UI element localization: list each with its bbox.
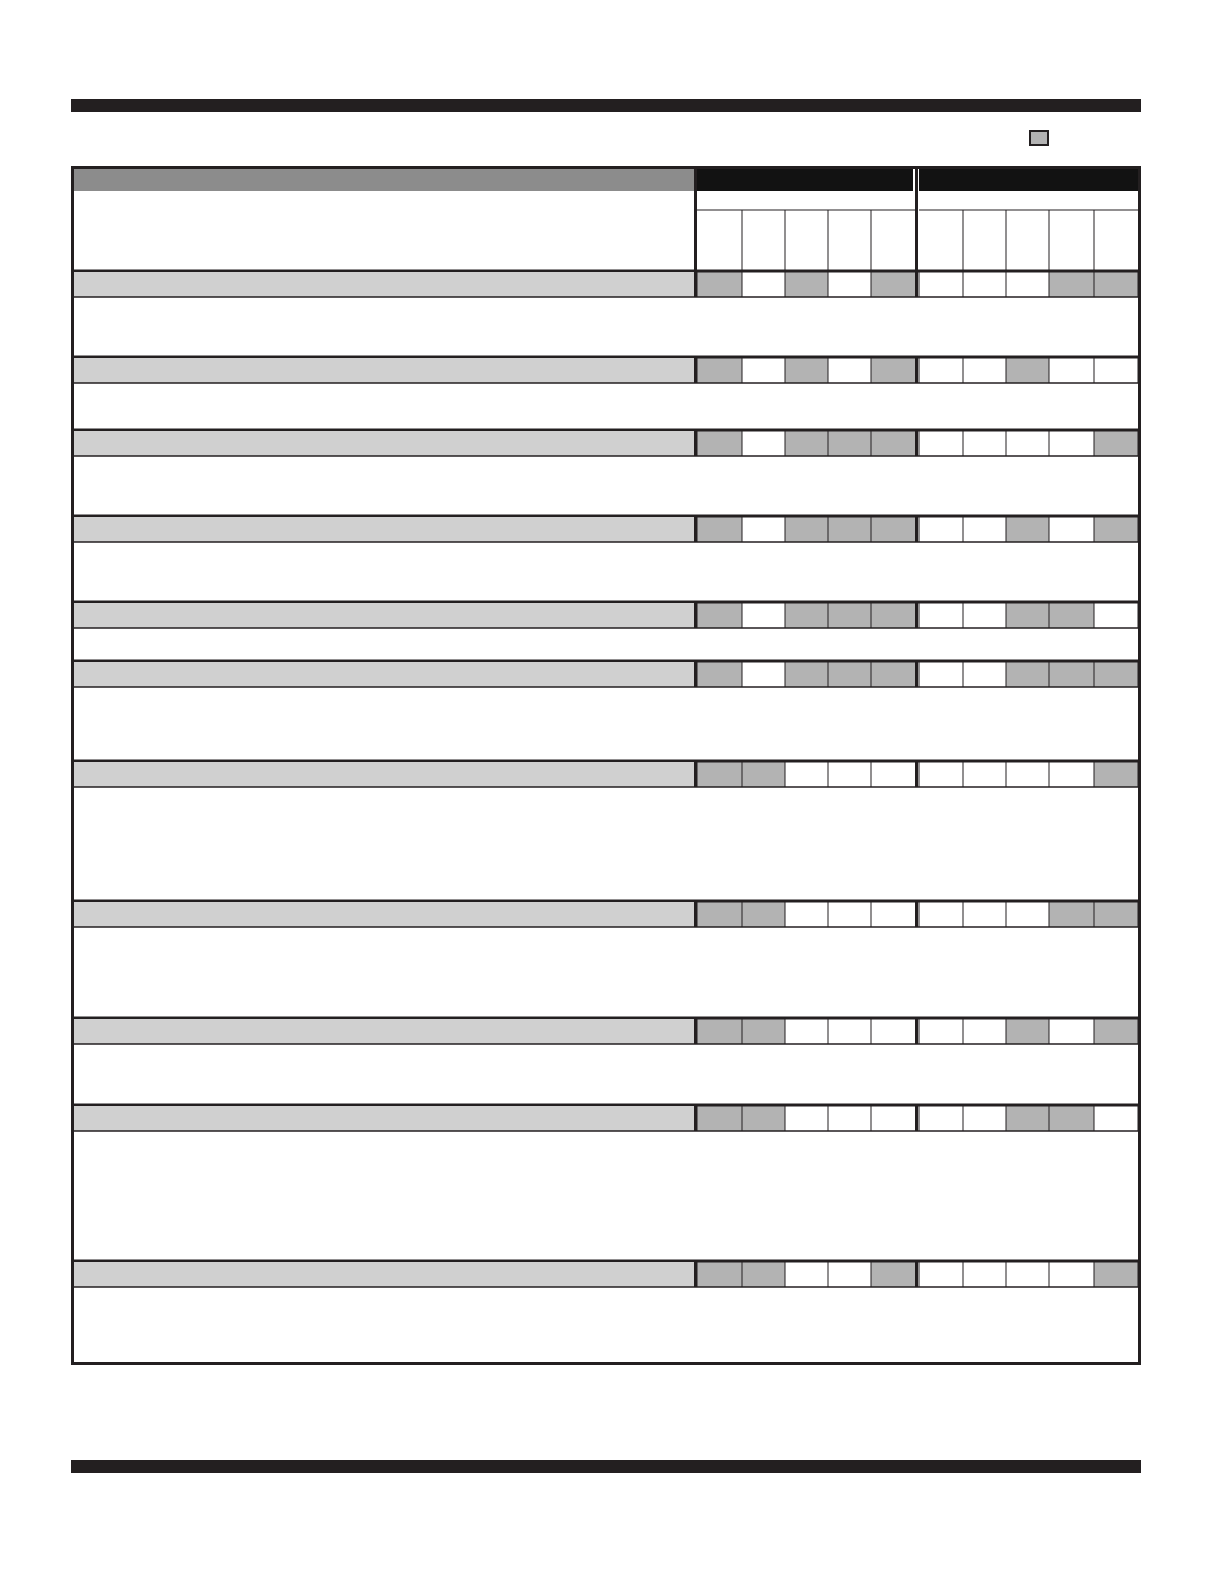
band-divider-a-3 (694, 517, 697, 542)
section-2-cell-9 (1094, 431, 1138, 456)
section-8-cell-5 (919, 1019, 963, 1044)
band-divider-b-7 (915, 902, 918, 927)
section-2-cell-8 (1049, 431, 1094, 456)
section-8-cell-6 (963, 1019, 1006, 1044)
section-10-cell-6 (963, 1262, 1006, 1287)
header-band-label (74, 169, 694, 191)
section-3-cell-5 (919, 517, 963, 542)
section-3-cell-7 (1006, 517, 1049, 542)
section-10-cell-4 (871, 1262, 916, 1287)
section-1-cell-3 (828, 358, 871, 383)
section-9-cell-7 (1006, 1106, 1049, 1131)
section-9-cell-6 (963, 1106, 1006, 1131)
section-9-cell-3 (828, 1106, 871, 1131)
section-7-cell-4 (871, 902, 916, 927)
section-8-cell-1 (742, 1019, 785, 1044)
section-4-cell-6 (963, 603, 1006, 628)
section-10-cell-9 (1094, 1262, 1138, 1287)
section-6-cell-9 (1094, 762, 1138, 787)
section-4-cell-7 (1006, 603, 1049, 628)
section-0-cell-0 (697, 272, 742, 297)
header-band-group-a (697, 169, 913, 191)
section-1-cell-8 (1049, 358, 1094, 383)
section-7-cell-7 (1006, 902, 1049, 927)
section-band-7 (74, 902, 694, 927)
section-2-cell-4 (871, 431, 916, 456)
section-9-cell-5 (919, 1106, 963, 1131)
legend-swatch (1029, 130, 1049, 146)
divider-groupa-groupb (915, 169, 918, 270)
section-1-cell-6 (963, 358, 1006, 383)
section-6-cell-7 (1006, 762, 1049, 787)
section-3-cell-2 (785, 517, 828, 542)
section-8-cell-7 (1006, 1019, 1049, 1044)
section-5-cell-6 (963, 662, 1006, 687)
section-5-cell-5 (919, 662, 963, 687)
band-divider-b-4 (915, 603, 918, 628)
section-band-6 (74, 762, 694, 787)
band-divider-a-4 (694, 603, 697, 628)
section-7-cell-2 (785, 902, 828, 927)
section-0-cell-1 (742, 272, 785, 297)
section-3-cell-0 (697, 517, 742, 542)
section-6-cell-1 (742, 762, 785, 787)
section-4-cell-2 (785, 603, 828, 628)
header-band-group-b (919, 169, 1138, 191)
section-5-cell-2 (785, 662, 828, 687)
band-divider-a-2 (694, 431, 697, 456)
section-5-cell-4 (871, 662, 916, 687)
section-8-cell-4 (871, 1019, 916, 1044)
section-0-cell-7 (1006, 272, 1049, 297)
section-0-cell-2 (785, 272, 828, 297)
section-8-cell-3 (828, 1019, 871, 1044)
section-0-cell-8 (1049, 272, 1094, 297)
band-divider-b-1 (915, 358, 918, 383)
section-4-cell-3 (828, 603, 871, 628)
top-rule (71, 99, 1141, 112)
section-1-cell-5 (919, 358, 963, 383)
section-6-cell-8 (1049, 762, 1094, 787)
section-5-cell-1 (742, 662, 785, 687)
section-9-cell-1 (742, 1106, 785, 1131)
section-7-cell-9 (1094, 902, 1138, 927)
section-4-cell-9 (1094, 603, 1138, 628)
section-0-cell-4 (871, 272, 916, 297)
section-5-cell-3 (828, 662, 871, 687)
section-5-cell-9 (1094, 662, 1138, 687)
section-8-cell-9 (1094, 1019, 1138, 1044)
section-7-cell-8 (1049, 902, 1094, 927)
band-divider-a-6 (694, 762, 697, 787)
section-10-cell-3 (828, 1262, 871, 1287)
band-divider-a-9 (694, 1106, 697, 1131)
section-10-cell-5 (919, 1262, 963, 1287)
section-1-cell-1 (742, 358, 785, 383)
band-divider-b-9 (915, 1106, 918, 1131)
section-10-cell-2 (785, 1262, 828, 1287)
section-2-cell-3 (828, 431, 871, 456)
grid-drawing (74, 169, 1138, 1362)
section-1-cell-9 (1094, 358, 1138, 383)
section-1-cell-0 (697, 358, 742, 383)
band-divider-b-10 (915, 1262, 918, 1287)
section-7-cell-0 (697, 902, 742, 927)
section-band-0 (74, 272, 694, 297)
band-divider-a-1 (694, 358, 697, 383)
section-band-1 (74, 358, 694, 383)
section-6-cell-3 (828, 762, 871, 787)
section-band-10 (74, 1262, 694, 1287)
section-3-cell-1 (742, 517, 785, 542)
section-1-cell-2 (785, 358, 828, 383)
section-6-cell-6 (963, 762, 1006, 787)
band-divider-a-10 (694, 1262, 697, 1287)
section-4-cell-0 (697, 603, 742, 628)
section-2-cell-7 (1006, 431, 1049, 456)
divider-label-groupa (694, 169, 697, 270)
section-7-cell-5 (919, 902, 963, 927)
section-9-cell-0 (697, 1106, 742, 1131)
section-band-5 (74, 662, 694, 687)
section-5-cell-8 (1049, 662, 1094, 687)
band-divider-a-5 (694, 662, 697, 687)
section-6-cell-0 (697, 762, 742, 787)
band-divider-b-3 (915, 517, 918, 542)
section-1-cell-7 (1006, 358, 1049, 383)
section-0-cell-6 (963, 272, 1006, 297)
section-9-cell-2 (785, 1106, 828, 1131)
section-10-cell-7 (1006, 1262, 1049, 1287)
section-band-4 (74, 603, 694, 628)
section-7-cell-1 (742, 902, 785, 927)
section-7-cell-3 (828, 902, 871, 927)
section-band-3 (74, 517, 694, 542)
section-band-2 (74, 431, 694, 456)
section-2-cell-5 (919, 431, 963, 456)
section-10-cell-0 (697, 1262, 742, 1287)
band-divider-b-0 (915, 272, 918, 297)
section-2-cell-6 (963, 431, 1006, 456)
section-8-cell-2 (785, 1019, 828, 1044)
section-5-cell-0 (697, 662, 742, 687)
section-4-cell-8 (1049, 603, 1094, 628)
section-3-cell-3 (828, 517, 871, 542)
section-band-8 (74, 1019, 694, 1044)
section-2-cell-2 (785, 431, 828, 456)
section-6-cell-4 (871, 762, 916, 787)
section-3-cell-4 (871, 517, 916, 542)
band-divider-a-0 (694, 272, 697, 297)
section-3-cell-6 (963, 517, 1006, 542)
section-2-cell-0 (697, 431, 742, 456)
section-5-cell-7 (1006, 662, 1049, 687)
section-7-cell-6 (963, 902, 1006, 927)
section-3-cell-8 (1049, 517, 1094, 542)
band-divider-a-8 (694, 1019, 697, 1044)
section-8-cell-0 (697, 1019, 742, 1044)
band-divider-b-6 (915, 762, 918, 787)
section-0-cell-9 (1094, 272, 1138, 297)
section-4-cell-5 (919, 603, 963, 628)
bottom-rule (71, 1460, 1141, 1473)
band-divider-b-5 (915, 662, 918, 687)
section-0-cell-5 (919, 272, 963, 297)
section-0-cell-3 (828, 272, 871, 297)
section-2-cell-1 (742, 431, 785, 456)
section-4-cell-4 (871, 603, 916, 628)
band-divider-a-7 (694, 902, 697, 927)
section-1-cell-4 (871, 358, 916, 383)
section-10-cell-1 (742, 1262, 785, 1287)
section-10-cell-8 (1049, 1262, 1094, 1287)
section-8-cell-8 (1049, 1019, 1094, 1044)
section-9-cell-4 (871, 1106, 916, 1131)
checklist-grid (71, 166, 1141, 1365)
section-3-cell-9 (1094, 517, 1138, 542)
section-6-cell-5 (919, 762, 963, 787)
band-divider-b-2 (915, 431, 918, 456)
band-divider-b-8 (915, 1019, 918, 1044)
section-6-cell-2 (785, 762, 828, 787)
section-9-cell-9 (1094, 1106, 1138, 1131)
section-band-9 (74, 1106, 694, 1131)
section-9-cell-8 (1049, 1106, 1094, 1131)
section-4-cell-1 (742, 603, 785, 628)
